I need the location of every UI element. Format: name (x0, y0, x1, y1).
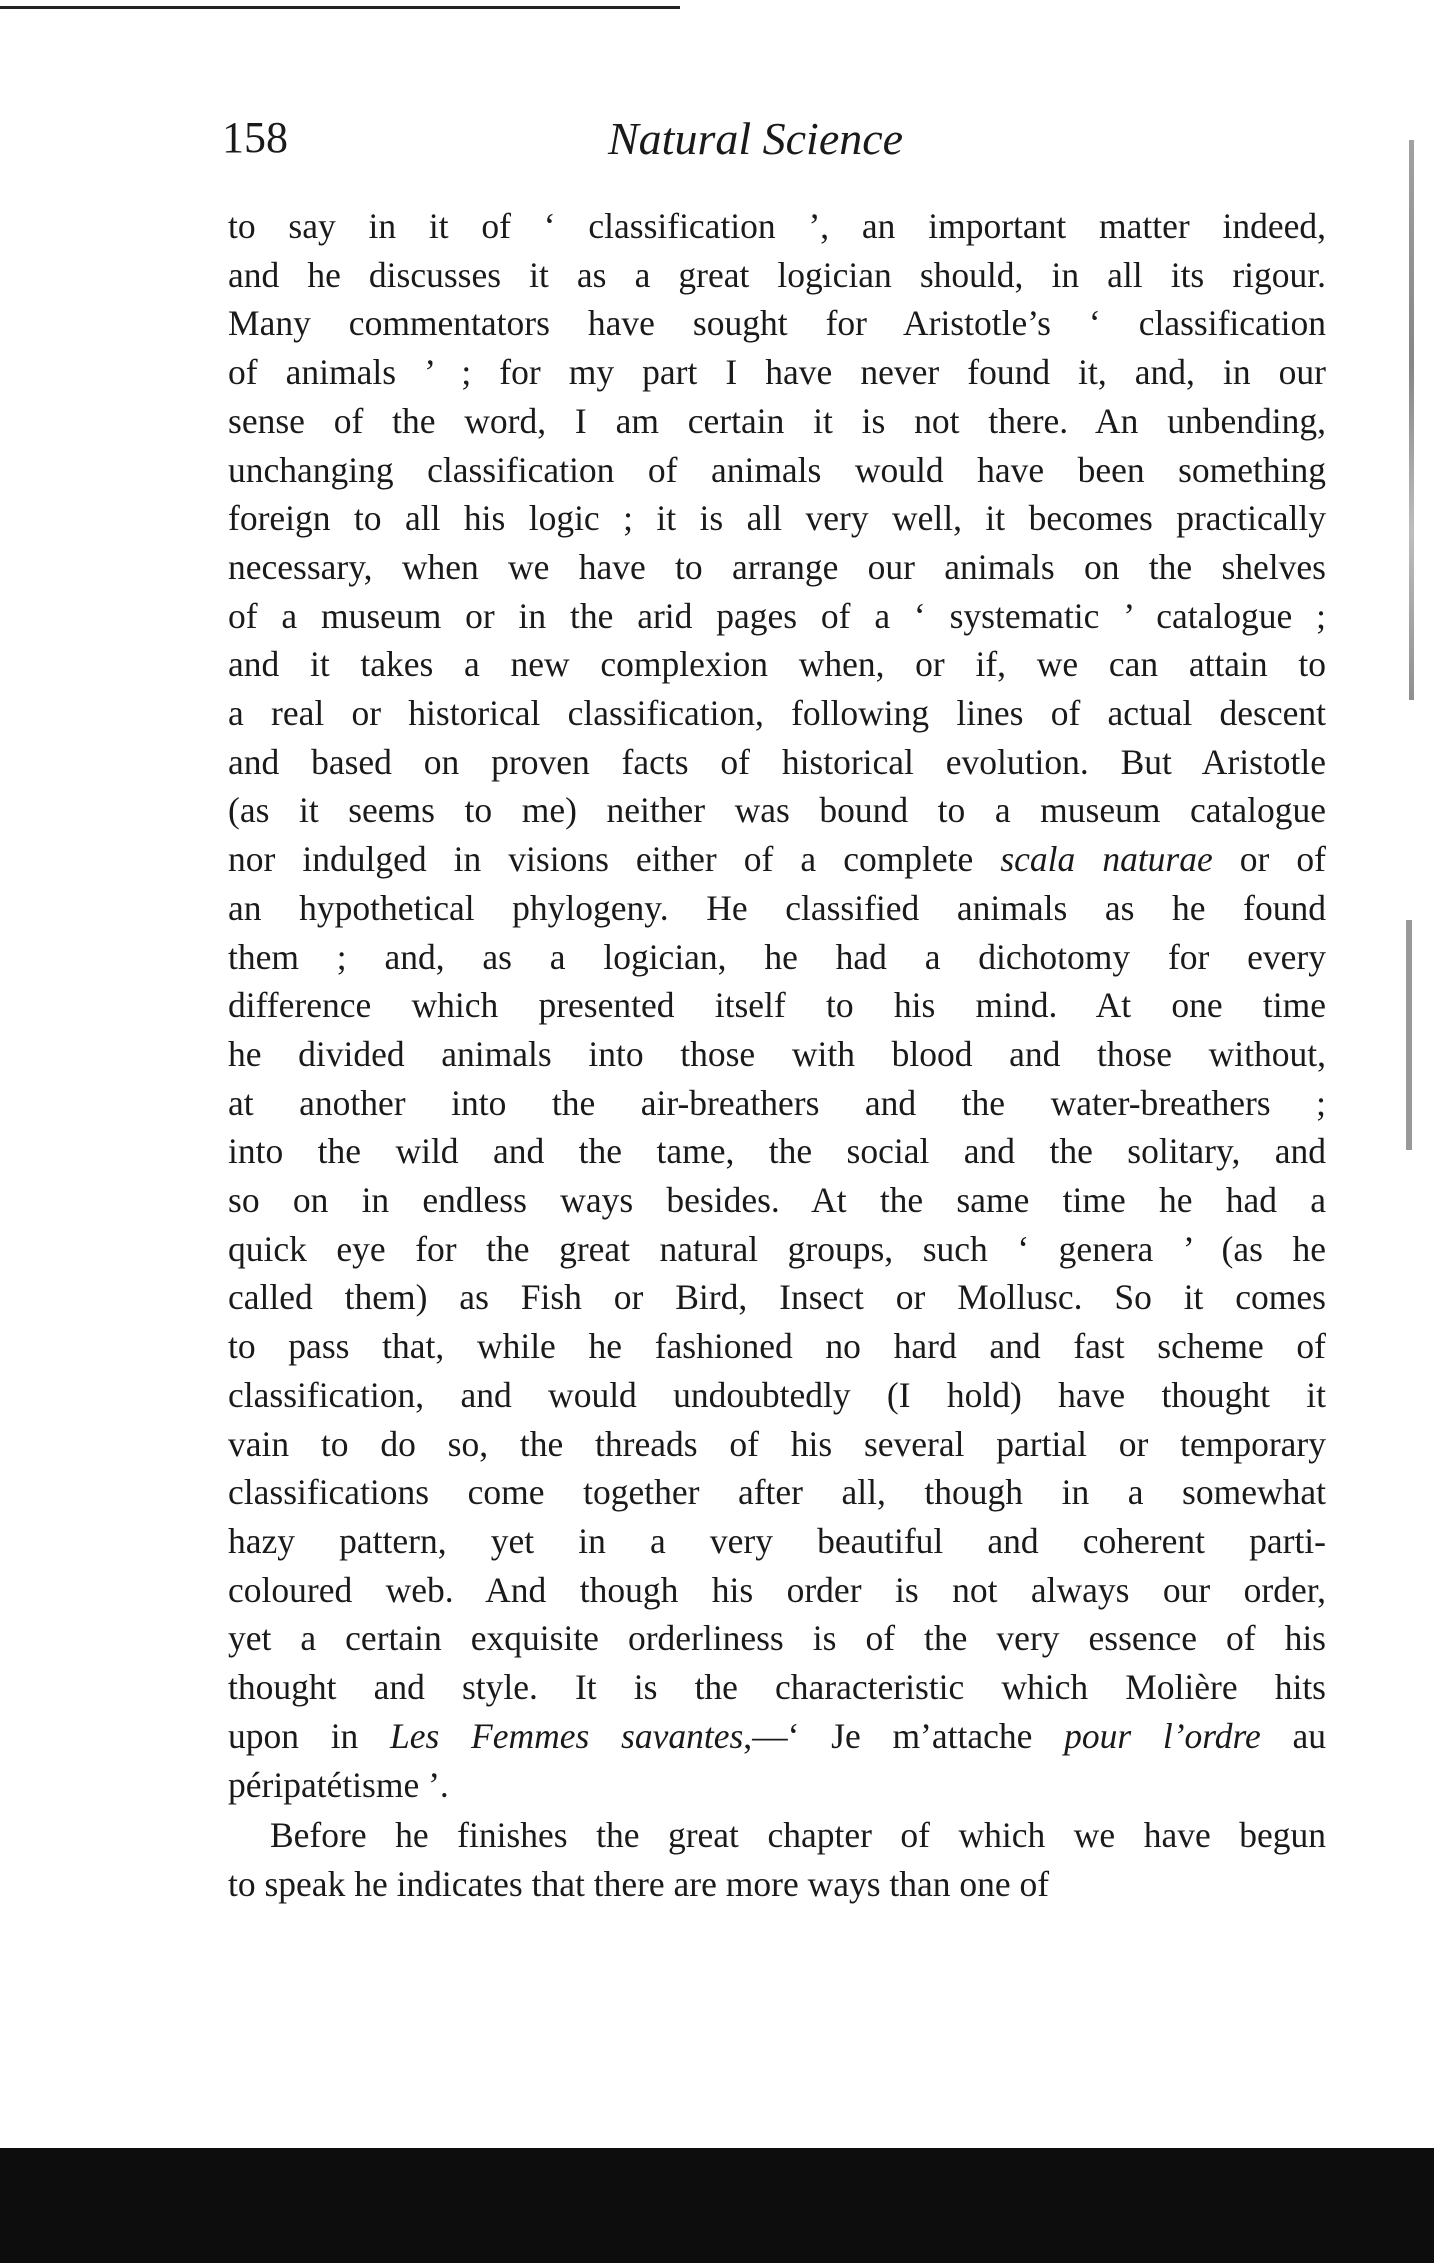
text-line: classification, and would undoubtedly (I hold) have thought it (228, 1374, 1326, 1415)
text-line: to speak he indicates that there are more ways than one of (228, 1863, 1050, 1904)
page-number: 158 (222, 113, 288, 162)
text-line: vain to do so, the threads of his several partial or temporary (228, 1423, 1326, 1464)
text-line: into the wild and the tame, the social and the solitary, and (228, 1131, 1326, 1172)
page-header (222, 112, 1322, 172)
text-line: called them) as Fish or Bird, Insect or Mollusc. So it comes (228, 1277, 1326, 1318)
text-line: at another into the air-breathers and the water-breathers ; (228, 1082, 1326, 1123)
paragraph-1 (228, 202, 1326, 1809)
text-line: of animals ’ ; for my part I have never found it, and, in our (228, 352, 1326, 393)
text-line: nor indulged in visions either of a complete scala naturae or of (228, 839, 1326, 880)
text-line: and based on proven facts of historical evolution. But Aristotle (228, 741, 1326, 782)
text-line: unchanging classification of animals would have been something (228, 449, 1326, 490)
top-rule (0, 6, 680, 9)
text-line: them ; and, as a logician, he had a dichotomy for every (228, 936, 1326, 977)
paragraph-2 (228, 1811, 1326, 1908)
text-line: of a museum or in the arid pages of a ‘ systematic ’ catalogue ; (228, 595, 1326, 636)
text-line: difference which presented itself to his mind. At one time (228, 985, 1326, 1026)
text-line: thought and style. It is the characteristic which Molière hits (228, 1667, 1326, 1708)
scan-edge (1409, 140, 1414, 700)
text-line: to say in it of ‘ classification ’, an important matter indeed, (228, 206, 1326, 246)
text-line: to pass that, while he fashioned no hard and fast scheme of (228, 1326, 1326, 1367)
text-line: and he discusses it as a great logician should, in all its rigour. (228, 254, 1326, 295)
text-line: upon in Les Femmes savantes,—‘ Je m’attache pour l’ordre au (228, 1715, 1326, 1756)
text-line: Before he finishes the great chapter of which we have begun (270, 1815, 1326, 1856)
text-line: and it takes a new complexion when, or if, we can attain to (228, 644, 1326, 685)
text-line: (as it seems to me) neither was bound to a museum catalogue (228, 790, 1326, 831)
text-line: an hypothetical phylogeny. He classified animals as he found (228, 887, 1326, 928)
text-line: so on in endless ways besides. At the same time he had a (228, 1180, 1326, 1221)
body-text (228, 202, 1326, 1909)
scan-bottom-border (0, 2148, 1434, 2263)
text-line: necessary, when we have to arrange our animals on the shelves (228, 546, 1326, 587)
text-line: hazy pattern, yet in a very beautiful and coherent parti- (228, 1520, 1326, 1561)
running-title: Natural Science (608, 113, 904, 164)
text-line: yet a certain exquisite orderliness is of the very essence of his (228, 1618, 1326, 1659)
text-line: classifications come together after all, though in a somewhat (228, 1472, 1326, 1513)
text-line: péripatétisme ’. (228, 1764, 449, 1805)
text-line: he divided animals into those with blood and those without, (228, 1033, 1326, 1074)
scan-edge-lower (1406, 920, 1412, 1150)
text-line: foreign to all his logic ; it is all very well, it becomes practically (228, 498, 1326, 539)
text-line: sense of the word, I am certain it is not there. An unbending, (228, 400, 1326, 441)
text-line: a real or historical classification, following lines of actual descent (228, 693, 1326, 734)
text-line: Many commentators have sought for Aristotle’s ‘ classification (228, 303, 1326, 344)
text-line: coloured web. And though his order is not always our order, (228, 1569, 1326, 1610)
text-line: quick eye for the great natural groups, such ‘ genera ’ (as he (228, 1228, 1326, 1269)
